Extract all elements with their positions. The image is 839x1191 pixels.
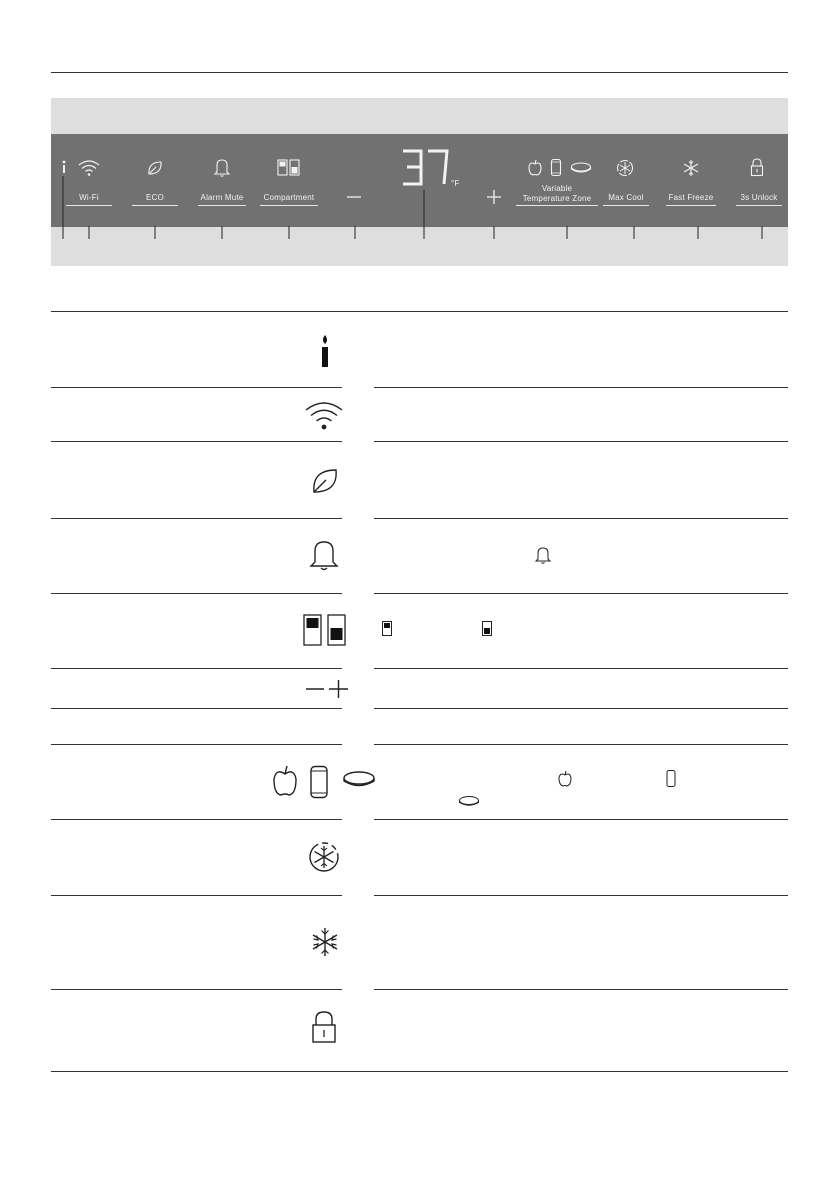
callout-lines — [0, 0, 839, 260]
table-row-divider — [51, 518, 342, 519]
apple-icon — [271, 764, 299, 798]
alarm-mute-label-text: Alarm Mute — [200, 193, 244, 202]
wifi-icon — [304, 400, 344, 432]
table-row-divider — [51, 744, 342, 745]
max-cool-icon — [307, 840, 341, 874]
max-cool-label-text: Max Cool — [608, 193, 644, 202]
bell-icon — [308, 539, 340, 573]
table-top-rule — [51, 311, 788, 312]
table-row-divider — [374, 989, 788, 990]
minus-plus-icon — [305, 679, 349, 699]
eco-label-text: ECO — [146, 193, 164, 202]
compartment-left-icon — [382, 621, 392, 636]
table-row-divider — [51, 708, 342, 709]
can-icon — [309, 765, 329, 799]
compartment-right-icon — [482, 621, 492, 636]
variable-zone-label-line2: Temperature Zone — [522, 194, 592, 203]
meat-icon — [342, 770, 376, 790]
table-row-divider — [374, 744, 788, 745]
bell-inline-icon — [534, 546, 552, 566]
table-row-divider — [374, 895, 788, 896]
table-row-divider — [374, 593, 788, 594]
temperature-unit: °F — [451, 179, 460, 188]
table-row-divider — [51, 989, 342, 990]
table-row-divider — [51, 819, 342, 820]
table-row-divider — [51, 387, 342, 388]
apple-inline-icon — [557, 770, 573, 788]
can-inline-icon — [666, 770, 676, 787]
snowflake-icon — [310, 927, 340, 957]
table-row-divider — [374, 387, 788, 388]
padlock-icon — [311, 1010, 337, 1044]
table-row-divider — [51, 668, 342, 669]
table-row-divider — [374, 819, 788, 820]
compartment-icon — [303, 614, 347, 646]
variable-zone-label-line1: Variable — [541, 184, 573, 193]
table-row-divider — [51, 895, 342, 896]
table-bottom-rule — [51, 1071, 788, 1072]
fast-freeze-label-text: Fast Freeze — [668, 193, 714, 202]
info-candle-icon — [318, 334, 332, 368]
meat-inline-icon — [458, 795, 480, 808]
table-row-divider — [51, 593, 342, 594]
table-row-divider — [374, 668, 788, 669]
eco-leaf-icon — [310, 466, 340, 496]
compartment-label-text: Compartment — [263, 193, 315, 202]
table-row-divider — [51, 441, 342, 442]
unlock-label-text: 3s Unlock — [740, 193, 778, 202]
table-row-divider — [374, 708, 788, 709]
table-row-divider — [374, 518, 788, 519]
table-row-divider — [374, 441, 788, 442]
wifi-label-text: Wi-Fi — [79, 193, 99, 202]
